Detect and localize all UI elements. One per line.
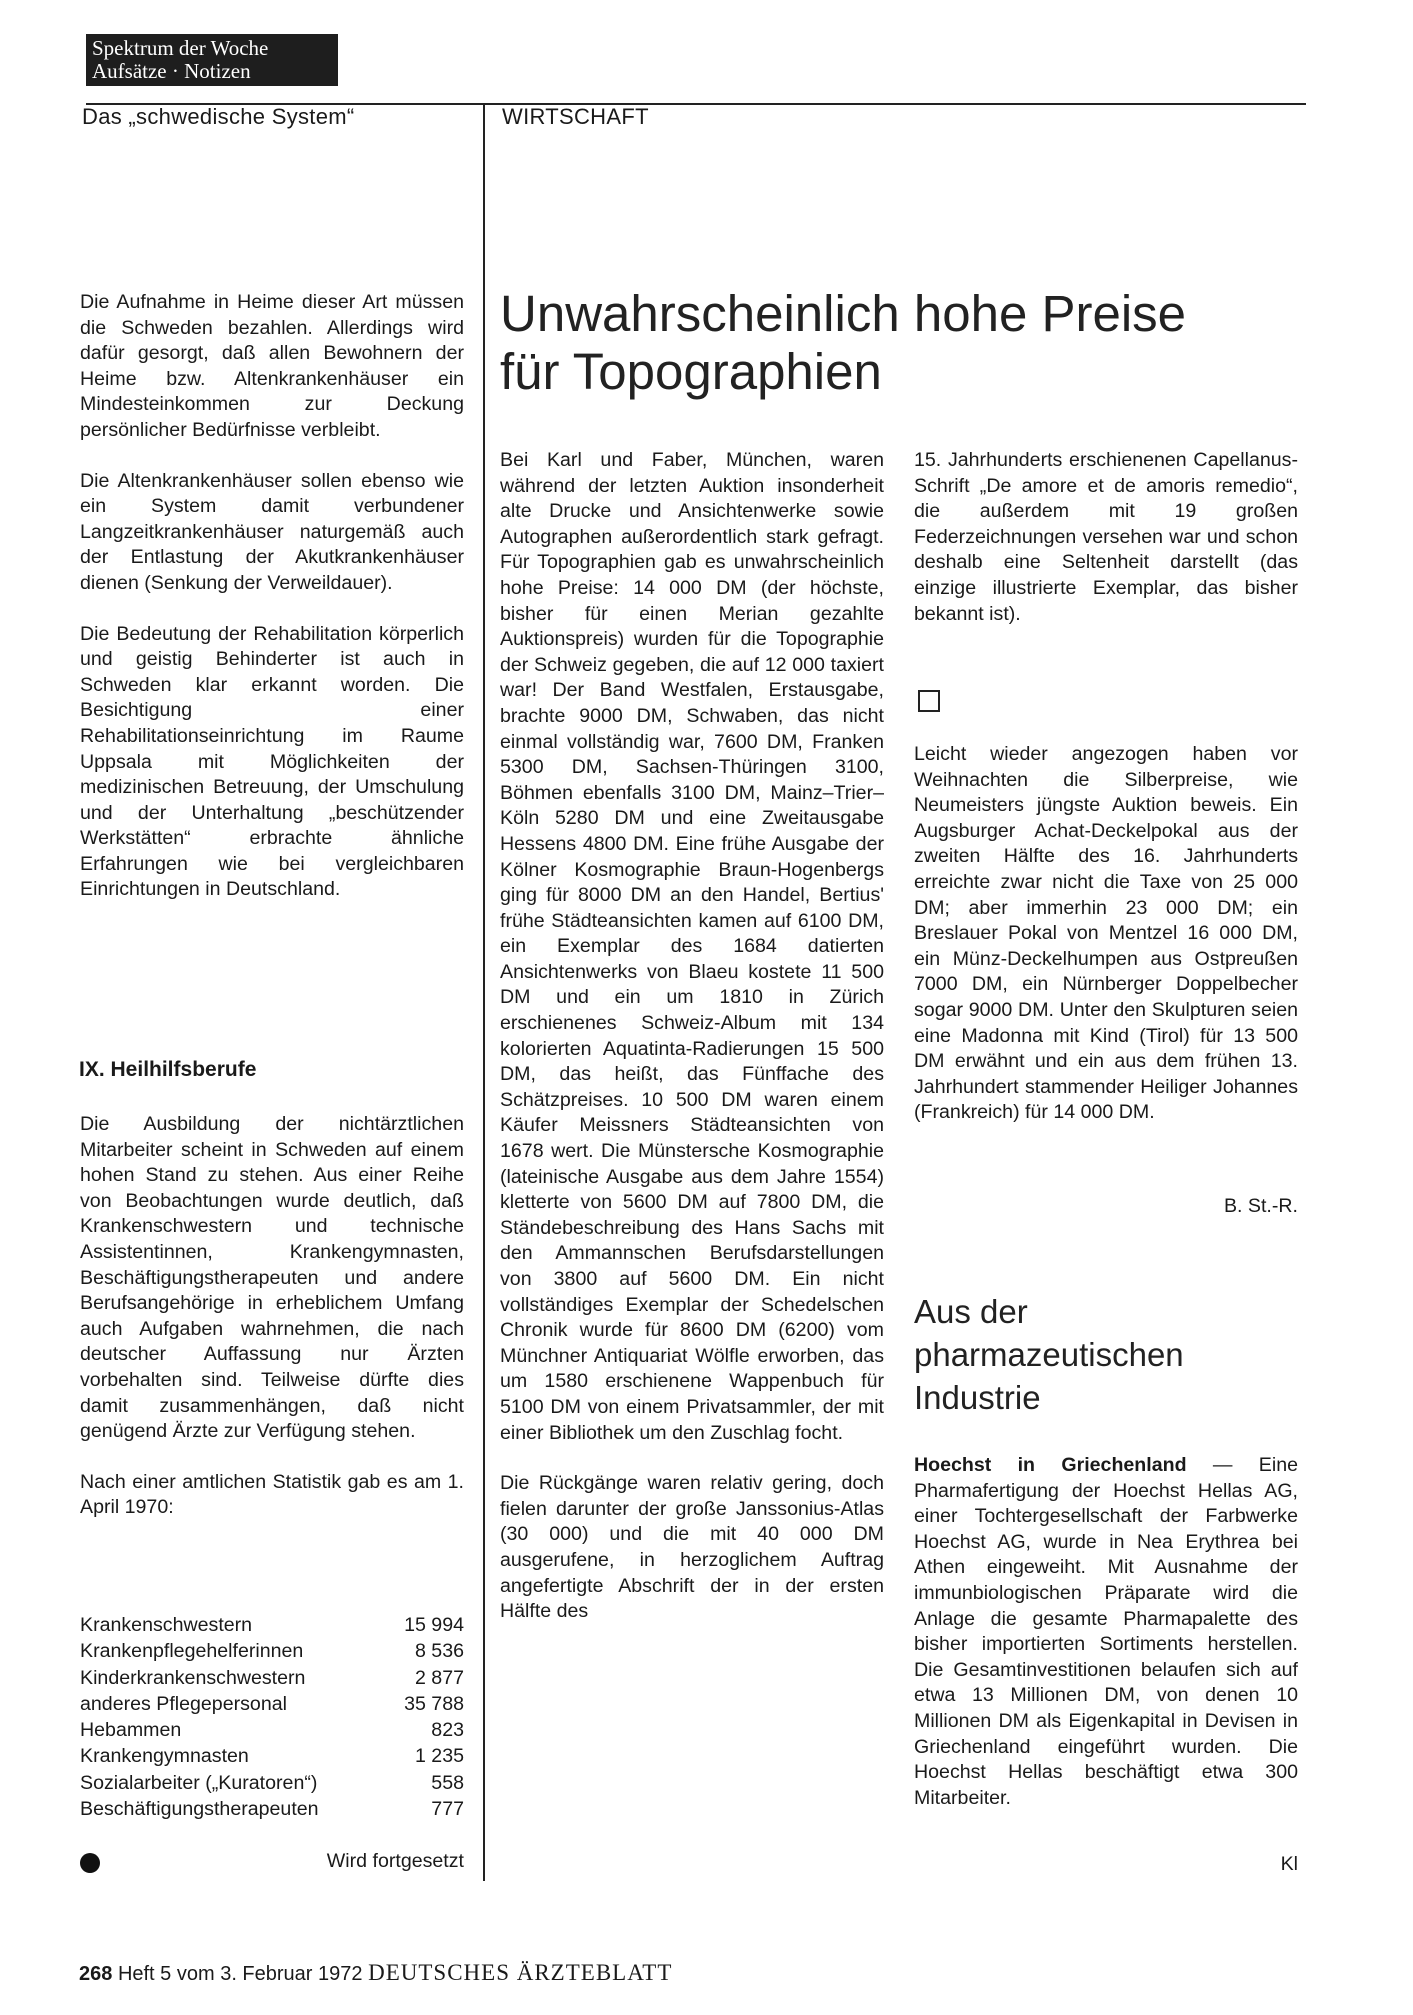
column-divider <box>483 103 485 1881</box>
table-row <box>80 1743 464 1769</box>
author-signature: B. St.-R. <box>1223 1195 1298 1217</box>
end-bullet-icon <box>80 1853 100 1873</box>
table-row <box>80 1638 464 1664</box>
table-row <box>80 1665 464 1691</box>
stat-label: Krankengymnasten <box>80 1745 249 1768</box>
left-column-top <box>80 290 464 928</box>
publication-name: DEUTSCHES ÄRZTEBLATT <box>368 1960 673 1985</box>
stat-value: 558 <box>431 1771 464 1794</box>
title-line: Unwahrscheinlich hohe Preise <box>500 285 1187 342</box>
issue-info: Heft 5 vom 3. Februar 1972 <box>117 1963 363 1985</box>
table-row <box>80 1717 464 1743</box>
stat-value: 8 536 <box>414 1640 464 1663</box>
stat-value: 823 <box>431 1719 464 1742</box>
stat-value: 1 235 <box>414 1745 464 1768</box>
paragraph: Die Ausbildung der nichtärztlichen Mitarbeiter scheint in Schweden auf einem hohen Stand zu stehen. Aus einer Reihe von Beobachtungen wurde deutlich, daß Krankenschwestern und technische Assistentinnen, Krankengymnasten, Beschäftigungstherapeuten und andere Berufsangehörige in erheblichem Umfang auch Aufgaben wahrnehmen, die nach deutscher Auffassung nur Ärzten vorbehalten sind. Teilweise dürfte dies damit zusammenhängen, daß nicht genügend Ärzte zur Verfügung stehen. <box>80 1113 464 1443</box>
stat-label: Krankenpflegehelferinnen <box>80 1640 304 1663</box>
stat-label: Sozialarbeiter („Kuratoren“) <box>80 1771 318 1794</box>
table-row <box>80 1770 464 1796</box>
news-item <box>914 1453 1298 1811</box>
statistics-table <box>80 1612 464 1822</box>
left-column-bottom <box>80 1112 464 1539</box>
footer <box>79 1960 672 1986</box>
stat-label: Krankenschwestern <box>80 1614 253 1636</box>
news-kicker: Hoechst in Griechenland <box>914 1454 1187 1476</box>
paragraph: Nach einer amtlichen Statistik gab es am 1. April 1970: <box>80 1470 464 1519</box>
paragraph: Die Rückgänge waren relativ gering, doch fielen darunter der große Janssonius-Atlas (30 000) und die mit 40 000 DM ausgerufene, in herzoglichem Auftrag angefertigte Abschrift der in der ersten Hälfte des <box>500 1472 884 1623</box>
subhead: Aus der pharmazeutischen Industrie <box>914 1293 1184 1416</box>
paragraph: Bei Karl und Faber, München, waren während der letzten Auktion insonderheit alte Drucke und Ansichtenwerke sowie Autographen außerordentlich stark gefragt. Für Topographien gab es unwahrscheinlich hohe Preise: 14 000 DM (der höchste, bisher für einen Merian gezahlte Auktionspreis) wurden für die Topographie der Schweiz gegeben, die auf 12 000 taxiert war! Der Band Westfalen, Erstausgabe, brachte 9000 DM, Schwaben, das nicht einmal vollständig war, 7600 DM, Franken 5300 DM, Sachsen-Thüringen 3100, Böhmen ebenfalls 3100 DM, Mainz–Trier–Köln 5280 DM und eine Zweitausgabe Hessens 4800 DM. Eine frühe Ausgabe der Kölner Kosmographie Braun-Hogenbergs ging für 8000 DM an den Handel, Bertius' frühe Städteansichten kamen auf 6100 DM, ein Exemplar des 1684 datierten Ansichtenwerks von Blaeu kostete 11 500 DM und ein um 1810 in Zürich erschienenes Schweiz-Album mit 134 kolorierten Aquatinta-Radierungen 15 500 DM, das heißt, das Fünffache des Schätzpreises. 10 500 DM waren einem Käufer Meissners Städteansichten von 1678 wert. Die Münstersche Kosmographie (lateinische Ausgabe aus dem Jahre 1554) kletterte von 5600 DM auf 7800 DM, die Ständebeschreibung des Hans Sachs mit den Ammannschen Berufsdarstellungen von 3800 auf 5600 DM. Ein nicht vollständiges Exemplar der Schedelschen Chronik wurde für 8600 DM (6200) vom Münchner Antiquariat Wölfle erworben, das um 1580 erschienene Wappenbuch für 5100 DM von einem Privatsammler, der mit einer Bibliothek um den Zuschlag focht. <box>500 449 884 1444</box>
paragraph: Die Altenkrankenhäuser sollen ebenso wie ein System damit verbundener Langzeitkrankenhäuser naturgemäß auch der Entlastung der Akutkrankenhäuser dienen (Senkung der Verweildauer). <box>80 469 464 594</box>
stat-label: Beschäftigungstherapeuten <box>80 1798 319 1821</box>
paragraph: 15. Jahrhunderts erschienenen Capellanus-Schrift „De amore et de amoris remedio“, die außerdem mit 19 großen Federzeichnungen versehen war und schon deshalb eine Seltenheit darstellt (das einzige illustrierte Exemplar, das bisher bekannt ist). <box>914 449 1298 625</box>
paragraph: Die Aufnahme in Heime dieser Art müssen die Schweden bezahlen. Allerdings wird dafür gesorgt, daß allen Bewohnern der Heime bzw. Altenkrankenhäuser ein Mindesteinkommen zur Deckung persönlicher Bedürfnisse verbleibt. <box>80 291 464 441</box>
paragraph: Leicht wieder angezogen haben vor Weihnachten die Silberpreise, wie Neumeisters jüngste Auktion beweis. Ein Augsburger Achat-Deckelpokal aus der zweiten Hälfte des 16. Jahrhunderts erreichte zwar nicht die Taxe von 25 000 DM; aber immerhin 23 000 DM; ein Breslauer Pokal von Mentzel 16 000 DM, ein Münz-Deckelhumpen aus Ostpreußen 7000 DM, ein Nürnberger Doppelbecher sogar 9000 DM. Unter den Skulpturen seien eine Madonna mit Kind (Tirol) für 13 500 DM erwähnt und ein aus dem frühen 13. Jahrhundert stammender Heiliger Johannes (Frankreich) für 14 000 DM. <box>914 743 1298 1124</box>
stat-label: Kinderkrankenschwestern <box>80 1666 306 1689</box>
stat-label: anderes Pflegepersonal <box>80 1692 287 1715</box>
section-heading: IX. Heilhilfsberufe <box>79 1058 257 1081</box>
masthead-line1: Spektrum der Woche <box>92 36 269 60</box>
section-separator-box-icon <box>918 690 940 712</box>
article-column-2-top <box>914 448 1298 652</box>
right-section-title: WIRTSCHAFT <box>502 104 649 129</box>
left-section-title: Das „schwedische System“ <box>82 104 355 129</box>
table-row <box>80 1691 464 1717</box>
stat-value: 35 788 <box>404 1692 464 1715</box>
news-text: — Eine Pharmafertigung der Hoechst Hellas AG, einer Tochtergesellschaft der Farbwerke Hoechst AG, wurde in Nea Erythrea bei Athen eingeweiht. Mit Ausnahme der immunbiologischen Präparate wird die Anlage die gesamte Pharmapalette des bisher importierten Sortiments herstellen. Die Gesamtinvestitionen belaufen sich auf etwa 13 Millionen DM, von denen 10 Millionen DM als Eigenkapital in Devisen in Griechenland eingeführt wurden. Die Hoechst Hellas beschäftigt etwa 300 Mitarbeiter. <box>914 1454 1298 1809</box>
news-signature: Kl <box>1280 1853 1298 1875</box>
stat-label: Hebammen <box>80 1719 182 1742</box>
table-row <box>80 1612 464 1638</box>
title-line: für Topographien <box>500 343 882 400</box>
masthead <box>86 34 338 86</box>
paragraph: Die Bedeutung der Rehabilitation körperlich und geistig Behinderter ist auch in Schweden klar erkannt worden. Die Besichtigung einer Rehabilitationseinrichtung im Raume Uppsala mit Möglichkeiten der medizinischen Betreuung, der Umschulung und der Unterhaltung „beschützender Werkstätten“ erbrachte ähnliche Erfahrungen wie bei vergleichbaren Einrichtungen in Deutschland. <box>80 622 464 901</box>
article-title <box>500 285 1260 401</box>
table-row <box>80 1796 464 1822</box>
continued-note: Wird fortgesetzt <box>326 1850 464 1872</box>
masthead-line2: Aufsätze · Notizen <box>92 59 251 83</box>
stat-value: 777 <box>431 1798 464 1821</box>
article-column-2-silver <box>914 742 1298 1126</box>
page-number: 268 <box>79 1963 113 1985</box>
stat-value: 15 994 <box>404 1614 464 1636</box>
article-column-1 <box>500 448 884 1650</box>
stat-value: 2 877 <box>414 1666 464 1689</box>
